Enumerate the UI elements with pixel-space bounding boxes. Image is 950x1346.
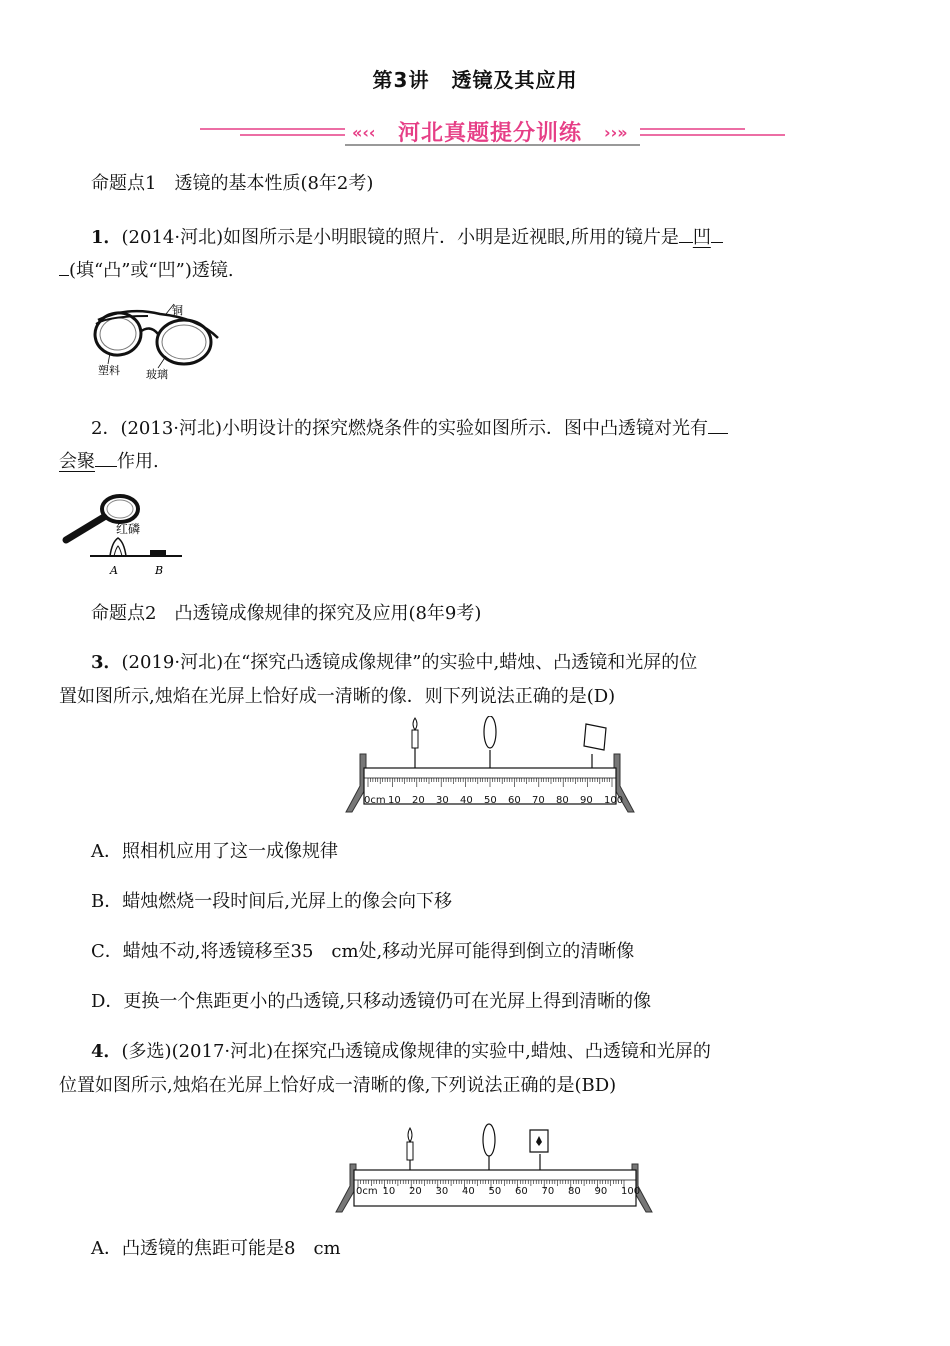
bench-2-tick-label: 10	[382, 1186, 396, 1197]
bench-1-tick-label: 30	[436, 795, 449, 806]
bench-1-tick-label: 40	[460, 795, 473, 806]
svg-text:«‹‹: «‹‹	[352, 123, 376, 142]
question-3-option-d: D．更换一个焦距更小的凸透镜,只移动透镜仍可在光屏上得到清晰的像	[91, 991, 652, 1012]
label-b: B	[155, 564, 164, 577]
section-heading-2: 命题点2 凸透镜成像规律的探究及应用(8年9考)	[91, 603, 482, 624]
question-4-line-1	[91, 1040, 711, 1064]
label-plastic: 塑料	[98, 364, 120, 377]
bench-1-tick-label: 90	[580, 795, 593, 806]
question-3-option-b: B．蜡烛燃烧一段时间后,光屏上的像会向下移	[91, 891, 452, 912]
question-2-number: 2．	[91, 418, 121, 439]
bench-2-tick-label: 90	[594, 1186, 608, 1197]
label-a: A	[110, 564, 118, 577]
question-4-number: 4．	[91, 1041, 122, 1062]
question-4-option-a: A．凸透镜的焦距可能是8 cm	[91, 1238, 341, 1259]
bench-2-tick-label: 80	[568, 1186, 581, 1197]
bench-2-tick-label: 30	[435, 1186, 449, 1197]
lecture-name: 透镜及其应用	[451, 68, 578, 92]
question-2-text-2: 作用.	[117, 451, 159, 472]
bench-2-labels	[356, 1186, 640, 1197]
optical-bench-2	[332, 1122, 662, 1214]
bench-1-tick-label: 100	[604, 795, 624, 806]
bench-2-tick-label: 60	[515, 1186, 528, 1197]
label-red-phosphorus: 红磷	[116, 522, 141, 536]
bench-1-tick-label: 0cm	[364, 795, 386, 806]
question-3-text: (2019·河北)在“探究凸透镜成像规律”的实验中,蜡烛、凸透镜和光屏的位	[121, 652, 698, 673]
question-3-option-c: C．蜡烛不动,将透镜移至35 cm处,移动光屏可能得到倒立的清晰像	[91, 941, 635, 962]
bench-2-tick-label: 0cm	[356, 1186, 378, 1197]
bench-1-tick-label: 20	[412, 795, 425, 806]
question-1-line-1	[91, 222, 723, 250]
bench-1-labels	[364, 795, 623, 806]
question-2-text: (2013·河北)小明设计的探究燃烧条件的实验如图所示．图中凸透镜对光有	[120, 418, 709, 439]
bench-2-tick-label: 40	[462, 1186, 475, 1197]
bench-1-tick-label: 70	[532, 795, 545, 806]
question-2-line-1	[91, 413, 728, 441]
question-1-text: (2014·河北)如图所示是小明眼镜的照片．小明是近视眼,所用的镜片是	[121, 227, 679, 248]
label-copper: 铜	[172, 304, 183, 317]
question-1-number: 1．	[91, 227, 122, 248]
question-4-text: (多选)(2017·河北)在探究凸透镜成像规律的实验中,蜡烛、凸透镜和光屏的	[121, 1041, 711, 1062]
question-3-option-a: A．照相机应用了这一成像规律	[91, 841, 338, 862]
lecture-number: 第3讲	[372, 68, 430, 92]
question-3-line-1	[91, 651, 697, 675]
bench-1-tick-label: 60	[508, 795, 521, 806]
question-1-text-2: (填“凸”或“凹”)透镜.	[69, 260, 234, 281]
question-3-line-2: 置如图所示,烛焰在光屏上恰好成一清晰的像．则下列说法正确的是(D)	[59, 686, 616, 707]
bench-2-tick-label: 70	[541, 1186, 555, 1197]
question-2-answer: 会聚	[59, 451, 95, 472]
question-2-line-2	[59, 446, 159, 474]
question-3-number: 3．	[91, 652, 122, 673]
bench-2-tick-label: 20	[409, 1186, 422, 1197]
question-4-line-2: 位置如图所示,烛焰在光屏上恰好成一清晰的像,下列说法正确的是(BD)	[59, 1075, 617, 1096]
section-heading-1: 命题点1 透镜的基本性质(8年2考)	[91, 173, 374, 194]
label-glass: 玻璃	[146, 368, 168, 381]
question-1-answer: 凹	[692, 227, 711, 248]
page-title	[0, 64, 950, 93]
bench-1-tick-label: 50	[484, 795, 497, 806]
banner-text: 河北真题提分训练	[397, 121, 582, 146]
section-banner	[0, 112, 950, 152]
bench-1-tick-label: 10	[388, 795, 401, 806]
magnifier-figure	[60, 490, 190, 580]
bench-2-tick-label: 100	[621, 1186, 641, 1197]
glasses-figure	[88, 298, 228, 383]
bench-1-tick-label: 80	[556, 795, 569, 806]
question-1-line-2	[59, 255, 234, 283]
svg-text:››»: ››»	[604, 123, 628, 142]
bench-2-tick-label: 50	[488, 1186, 502, 1197]
